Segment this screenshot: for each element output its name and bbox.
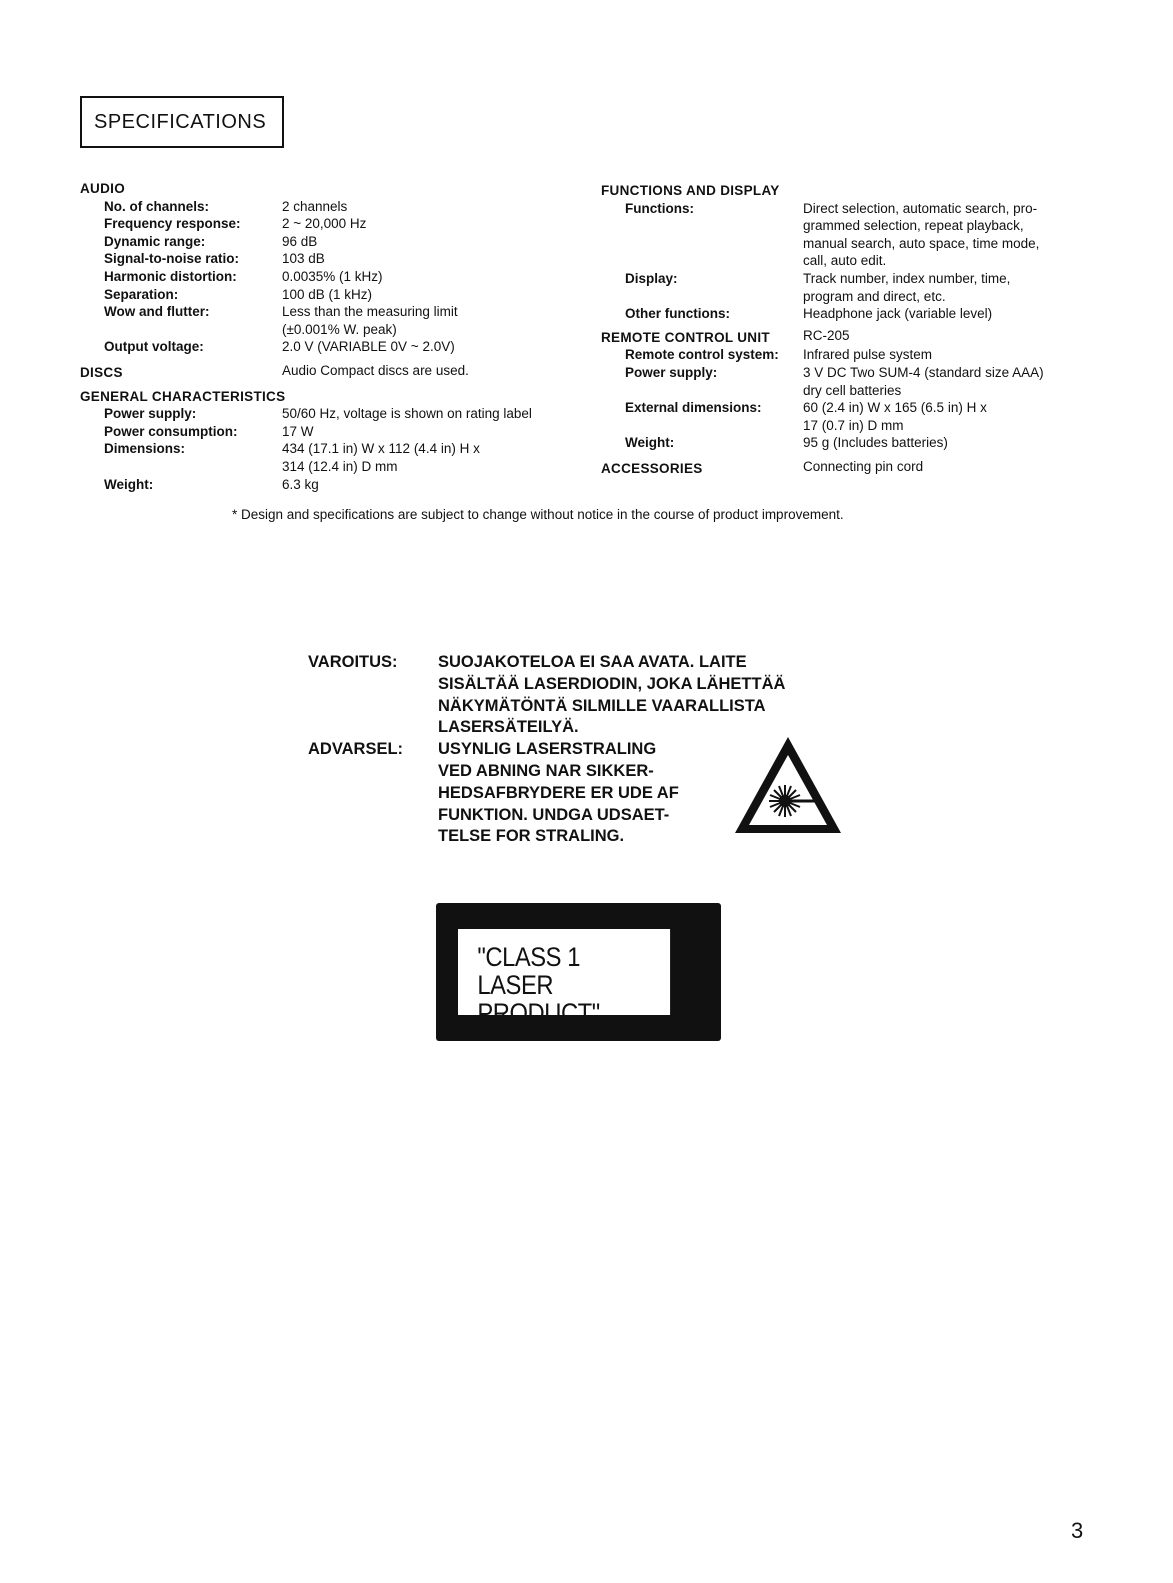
spec-value: 434 (17.1 in) W x 112 (4.4 in) H x 314 (12.4 in) D mm bbox=[282, 441, 480, 474]
spec-label: Remote control system: bbox=[625, 347, 779, 363]
general-spec-list bbox=[80, 405, 580, 493]
accessories-value: Connecting pin cord bbox=[803, 458, 924, 474]
functions-heading: FUNCTIONS AND DISPLAY bbox=[601, 183, 780, 198]
advarsel-text: USYNLIG LASERSTRALING VED ABNING NAR SIKKER- HEDSAFBRYDERE ER UDE AF FUNKTION. UNDGA UDSAET- TELSE FOR STRALING. bbox=[438, 740, 679, 846]
spec-value: 50/60 Hz, voltage is shown on rating label bbox=[282, 406, 532, 422]
spec-row bbox=[80, 198, 580, 216]
spec-label: Output voltage: bbox=[104, 339, 204, 355]
spec-label: Separation: bbox=[104, 286, 179, 302]
spec-row bbox=[601, 434, 1101, 452]
remote-heading: REMOTE CONTROL UNIT bbox=[601, 329, 770, 345]
class-1-text: "CLASS 1 LASER PRODUCT" bbox=[458, 929, 670, 1015]
spec-row bbox=[80, 476, 580, 494]
spec-row bbox=[80, 338, 580, 356]
spec-value: Track number, index number, time, program and direct, etc. bbox=[803, 270, 1011, 304]
spec-value: 2 ~ 20,000 Hz bbox=[282, 216, 367, 232]
discs-row bbox=[80, 362, 580, 382]
functions-spec-list bbox=[601, 200, 1101, 323]
varoitus-text: SUOJAKOTELOA EI SAA AVATA. LAITE SISÄLTÄÄ LASERDIODIN, JOKA LÄHETTÄÄ NÄKYMÄTÖNTÄ SILMILLE VAARALLISTA LASERSÄTEILYÄ. bbox=[438, 653, 786, 737]
spec-value: Direct selection, automatic search, pro- grammed selection, repeat playback, manual search, auto space, time mode, call, auto edit. bbox=[803, 200, 1040, 269]
remote-model: RC-205 bbox=[803, 327, 850, 343]
spec-row bbox=[601, 346, 1101, 364]
spec-label: Harmonic distortion: bbox=[104, 268, 237, 284]
spec-label: Frequency response: bbox=[104, 216, 241, 232]
varoitus-label: VAROITUS: bbox=[308, 653, 398, 671]
spec-row bbox=[601, 364, 1101, 399]
spec-value: 0.0035% (1 kHz) bbox=[282, 268, 383, 284]
spec-row bbox=[80, 250, 580, 268]
varoitus-row bbox=[308, 652, 785, 739]
spec-label: Signal-to-noise ratio: bbox=[104, 251, 239, 267]
class-1-label bbox=[436, 903, 721, 1041]
remote-spec-list bbox=[601, 346, 1101, 452]
spec-row bbox=[601, 305, 1101, 323]
spec-row bbox=[601, 200, 1101, 270]
accessories-row bbox=[601, 458, 1101, 478]
spec-label: Power supply: bbox=[104, 406, 197, 422]
spec-row bbox=[80, 286, 580, 304]
remote-row bbox=[601, 327, 1101, 347]
spec-row bbox=[80, 303, 580, 338]
spec-value: 100 dB (1 kHz) bbox=[282, 286, 373, 302]
spec-label: Wow and flutter: bbox=[104, 304, 210, 320]
spec-value: 17 W bbox=[282, 423, 314, 439]
accessories-heading: ACCESSORIES bbox=[601, 460, 703, 476]
advarsel-row bbox=[308, 739, 785, 848]
spec-label: Dimensions: bbox=[104, 441, 186, 457]
page-number: 3 bbox=[1071, 1518, 1084, 1543]
spec-value: Less than the measuring limit (±0.001% W. peak) bbox=[282, 304, 458, 337]
spec-value: 60 (2.4 in) W x 165 (6.5 in) H x 17 (0.7 in) D mm bbox=[803, 400, 987, 433]
discs-heading: DISCS bbox=[80, 364, 123, 380]
audio-spec-list bbox=[80, 198, 580, 356]
spec-value: 3 V DC Two SUM-4 (standard size AAA) dry cell batteries bbox=[803, 364, 1044, 398]
spec-row bbox=[80, 215, 580, 233]
spec-label: Display: bbox=[625, 270, 678, 286]
audio-heading: AUDIO bbox=[80, 181, 125, 196]
discs-value: Audio Compact discs are used. bbox=[282, 362, 469, 378]
spec-row bbox=[601, 399, 1101, 434]
spec-label: External dimensions: bbox=[625, 400, 762, 416]
spec-value: 2 channels bbox=[282, 198, 348, 214]
spec-label: Power consumption: bbox=[104, 423, 238, 439]
spec-label: Other functions: bbox=[625, 306, 730, 322]
specs-right-column bbox=[601, 180, 1101, 478]
spec-label: Dynamic range: bbox=[104, 233, 206, 249]
spec-label: Weight: bbox=[104, 476, 154, 492]
spec-value: 103 dB bbox=[282, 251, 325, 267]
spec-row bbox=[80, 405, 580, 423]
spec-value: Headphone jack (variable level) bbox=[803, 306, 993, 322]
general-heading: GENERAL CHARACTERISTICS bbox=[80, 388, 286, 404]
spec-value: 96 dB bbox=[282, 233, 318, 249]
spec-value: 6.3 kg bbox=[282, 476, 319, 492]
spec-row bbox=[80, 423, 580, 441]
spec-label: Functions: bbox=[625, 200, 694, 216]
page-title: SPECIFICATIONS bbox=[80, 96, 284, 148]
spec-label: Power supply: bbox=[625, 364, 718, 380]
spec-value: 95 g (Includes batteries) bbox=[803, 435, 948, 451]
spec-label: No. of channels: bbox=[104, 198, 210, 214]
spec-value: 2.0 V (VARIABLE 0V ~ 2.0V) bbox=[282, 339, 455, 355]
spec-row bbox=[601, 270, 1101, 305]
laser-warning bbox=[308, 652, 785, 848]
spec-row bbox=[80, 268, 580, 286]
specs-left-column bbox=[80, 178, 580, 493]
advarsel-label: ADVARSEL: bbox=[308, 740, 404, 759]
spec-row bbox=[80, 233, 580, 251]
spec-row bbox=[80, 440, 580, 475]
spec-value: Infrared pulse system bbox=[803, 347, 933, 363]
specs-footnote: * Design and specifications are subject to change without notice in the course of product improvement. bbox=[232, 507, 844, 522]
laser-hazard-icon bbox=[731, 733, 845, 837]
spec-label: Weight: bbox=[625, 435, 675, 451]
